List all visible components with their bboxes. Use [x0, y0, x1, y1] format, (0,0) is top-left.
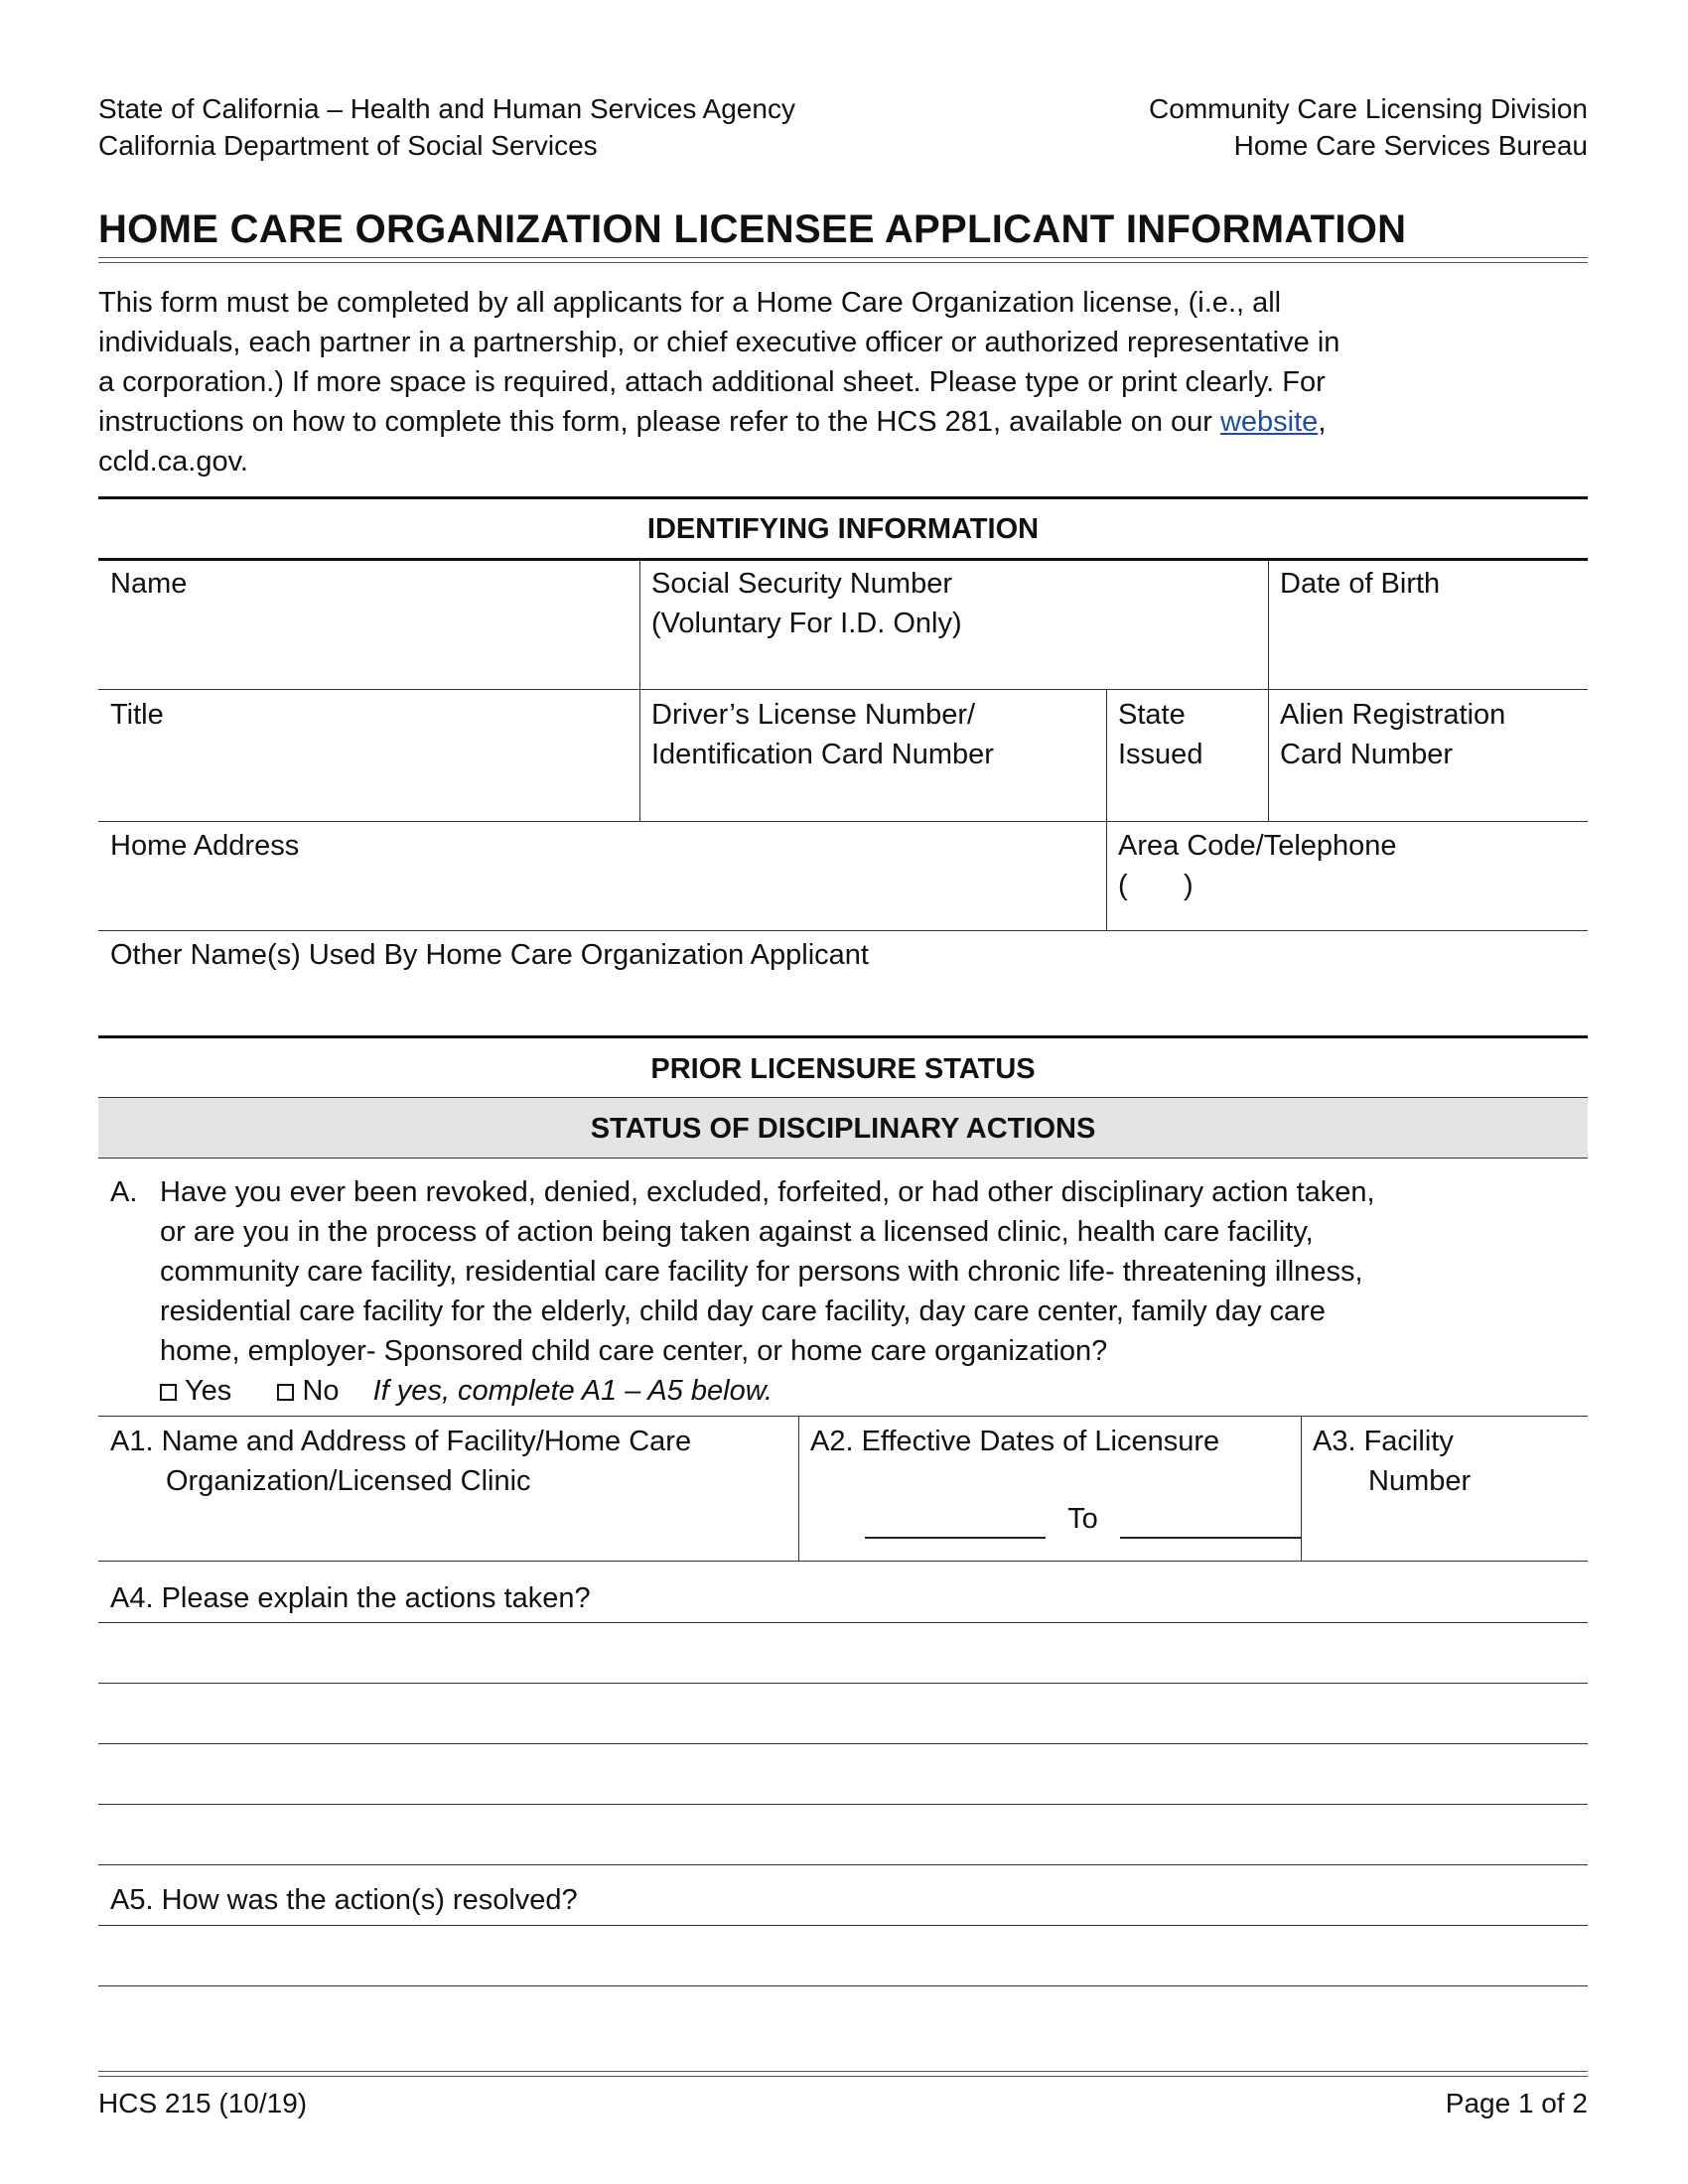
- intro-line: ccld.ca.gov.: [98, 446, 248, 478]
- no-checkbox[interactable]: [277, 1384, 294, 1401]
- title-label: Title: [110, 699, 164, 731]
- intro-line: a corporation.) If more space is required, attach additional sheet. Please type or print clearly. For: [98, 366, 1326, 398]
- section-rule: [98, 496, 1588, 499]
- question-line: or are you in the process of action being taken against a licensed clinic, health care facility,: [160, 1216, 1314, 1248]
- intro-line: individuals, each partner in a partnership, or chief executive officer or authorized representative in: [98, 327, 1340, 358]
- id-card-line: Identification Card Number: [651, 739, 994, 770]
- question-a-label: A.: [110, 1176, 138, 1208]
- footer-rule-2: [98, 2076, 1588, 2077]
- agency-line: State of California – Health and Human Services Agency: [98, 93, 795, 124]
- answer-line[interactable]: [98, 1985, 1588, 1986]
- intro-text: instructions on how to complete this form, please refer to the HCS 281, available on our: [98, 406, 1220, 438]
- cell-divider: [1268, 560, 1269, 822]
- answer-row: [160, 1371, 1375, 1411]
- telephone-label-line: Area Code/Telephone: [1118, 830, 1397, 862]
- issued-line: Issued: [1118, 739, 1203, 770]
- question-line: residential care facility for the elderly, child day care facility, day care center, family day care: [160, 1296, 1326, 1327]
- section-rule: [98, 1035, 1588, 1038]
- a5-label: A5. How was the action(s) resolved?: [110, 1884, 578, 1916]
- answer-line[interactable]: [98, 1864, 1588, 1865]
- a1-label: [110, 1422, 691, 1501]
- page-number: Page 1 of 2: [1445, 2088, 1588, 2118]
- answer-line[interactable]: [98, 1804, 1588, 1805]
- footer-rule: [98, 2071, 1588, 2072]
- bureau-line: Home Care Services Bureau: [1233, 130, 1588, 161]
- prior-licensure-heading: PRIOR LICENSURE STATUS: [650, 1053, 1036, 1085]
- a2-label: A2. Effective Dates of Licensure: [810, 1426, 1220, 1457]
- home-address-label: Home Address: [110, 830, 300, 862]
- row-rule: [98, 1158, 1588, 1159]
- row-rule: [98, 821, 1588, 822]
- dob-label: Date of Birth: [1280, 568, 1441, 600]
- form-title: HOME CARE ORGANIZATION LICENSEE APPLICANT INFORMATION: [98, 207, 1407, 251]
- cell-divider: [639, 560, 640, 822]
- card-number-line: Card Number: [1280, 739, 1454, 770]
- ssn-label-note: (Voluntary For I.D. Only): [651, 608, 962, 639]
- a1-label-line: A1. Name and Address of Facility/Home Care: [110, 1426, 692, 1457]
- yes-checkbox[interactable]: [160, 1384, 177, 1401]
- name-label: Name: [110, 568, 188, 600]
- row-rule: [98, 1416, 1588, 1417]
- a3-label: [1313, 1422, 1471, 1501]
- if-yes-instruction: If yes, complete A1 – A5 below.: [372, 1375, 774, 1407]
- website-link[interactable]: website: [1219, 406, 1319, 438]
- cell-divider: [1106, 822, 1107, 931]
- answer-line[interactable]: [98, 1683, 1588, 1684]
- title-rule: [98, 257, 1588, 258]
- no-label: No: [302, 1375, 340, 1407]
- question-line: home, employer- Sponsored child care center, or home care organization?: [160, 1335, 1108, 1367]
- cell-divider: [798, 1417, 799, 1562]
- state-line: State: [1118, 699, 1186, 731]
- division-header: [1149, 90, 1588, 164]
- drivers-license-label: [651, 695, 994, 774]
- section-rule: [98, 558, 1588, 561]
- form-id: HCS 215 (10/19): [98, 2088, 308, 2118]
- area-code-parens: ( ): [1118, 870, 1194, 901]
- cell-divider: [1301, 1417, 1302, 1562]
- division-line: Community Care Licensing Division: [1149, 93, 1588, 124]
- a3-label-line: A3. Facility: [1313, 1426, 1454, 1457]
- no-option[interactable]: [277, 1375, 339, 1407]
- a4-label: A4. Please explain the actions taken?: [110, 1582, 591, 1614]
- answer-line[interactable]: [98, 1743, 1588, 1744]
- ssn-label: [651, 564, 962, 643]
- row-rule: [98, 930, 1588, 931]
- intro-paragraph: [98, 283, 1339, 481]
- to-label: To: [1067, 1503, 1098, 1535]
- agency-header: [98, 90, 795, 164]
- yes-label: Yes: [185, 1375, 232, 1407]
- yes-option[interactable]: [160, 1375, 231, 1407]
- a3-label-line: Number: [1368, 1465, 1472, 1497]
- drivers-license-line: Driver’s License Number/: [651, 699, 976, 731]
- cell-divider: [1106, 690, 1107, 822]
- end-date-field[interactable]: [1120, 1507, 1301, 1539]
- telephone-label: [1118, 826, 1397, 905]
- row-rule: [98, 1561, 1588, 1562]
- intro-line: [98, 402, 1339, 442]
- a1-label-line: Organization/Licensed Clinic: [166, 1465, 531, 1497]
- disciplinary-heading: STATUS OF DISCIPLINARY ACTIONS: [590, 1113, 1096, 1145]
- answer-line[interactable]: [98, 1925, 1588, 1926]
- form-page: [98, 0, 1588, 2184]
- alien-line: Alien Registration: [1280, 699, 1506, 731]
- state-issued-label: [1118, 695, 1202, 774]
- question-line: community care facility, residential care facility for persons with chronic life- threatening illness,: [160, 1256, 1363, 1288]
- other-names-label: Other Name(s) Used By Home Care Organization Applicant: [110, 939, 869, 971]
- department-line: California Department of Social Services: [98, 130, 598, 161]
- title-rule-2: [98, 262, 1588, 263]
- row-rule: [98, 689, 1588, 690]
- intro-line: This form must be completed by all applicants for a Home Care Organization license, (i.e., all: [98, 287, 1282, 319]
- start-date-field[interactable]: [865, 1507, 1046, 1539]
- alien-registration-label: [1280, 695, 1505, 774]
- question-line: Have you ever been revoked, denied, excluded, forfeited, or had other disciplinary action taken,: [160, 1176, 1375, 1208]
- licensure-dates-row: [865, 1499, 1301, 1539]
- ssn-label-line: Social Security Number: [651, 568, 952, 600]
- intro-text: ,: [1318, 406, 1327, 438]
- answer-line[interactable]: [98, 1622, 1588, 1623]
- identifying-heading: IDENTIFYING INFORMATION: [646, 513, 1040, 545]
- question-a-text: [160, 1172, 1375, 1411]
